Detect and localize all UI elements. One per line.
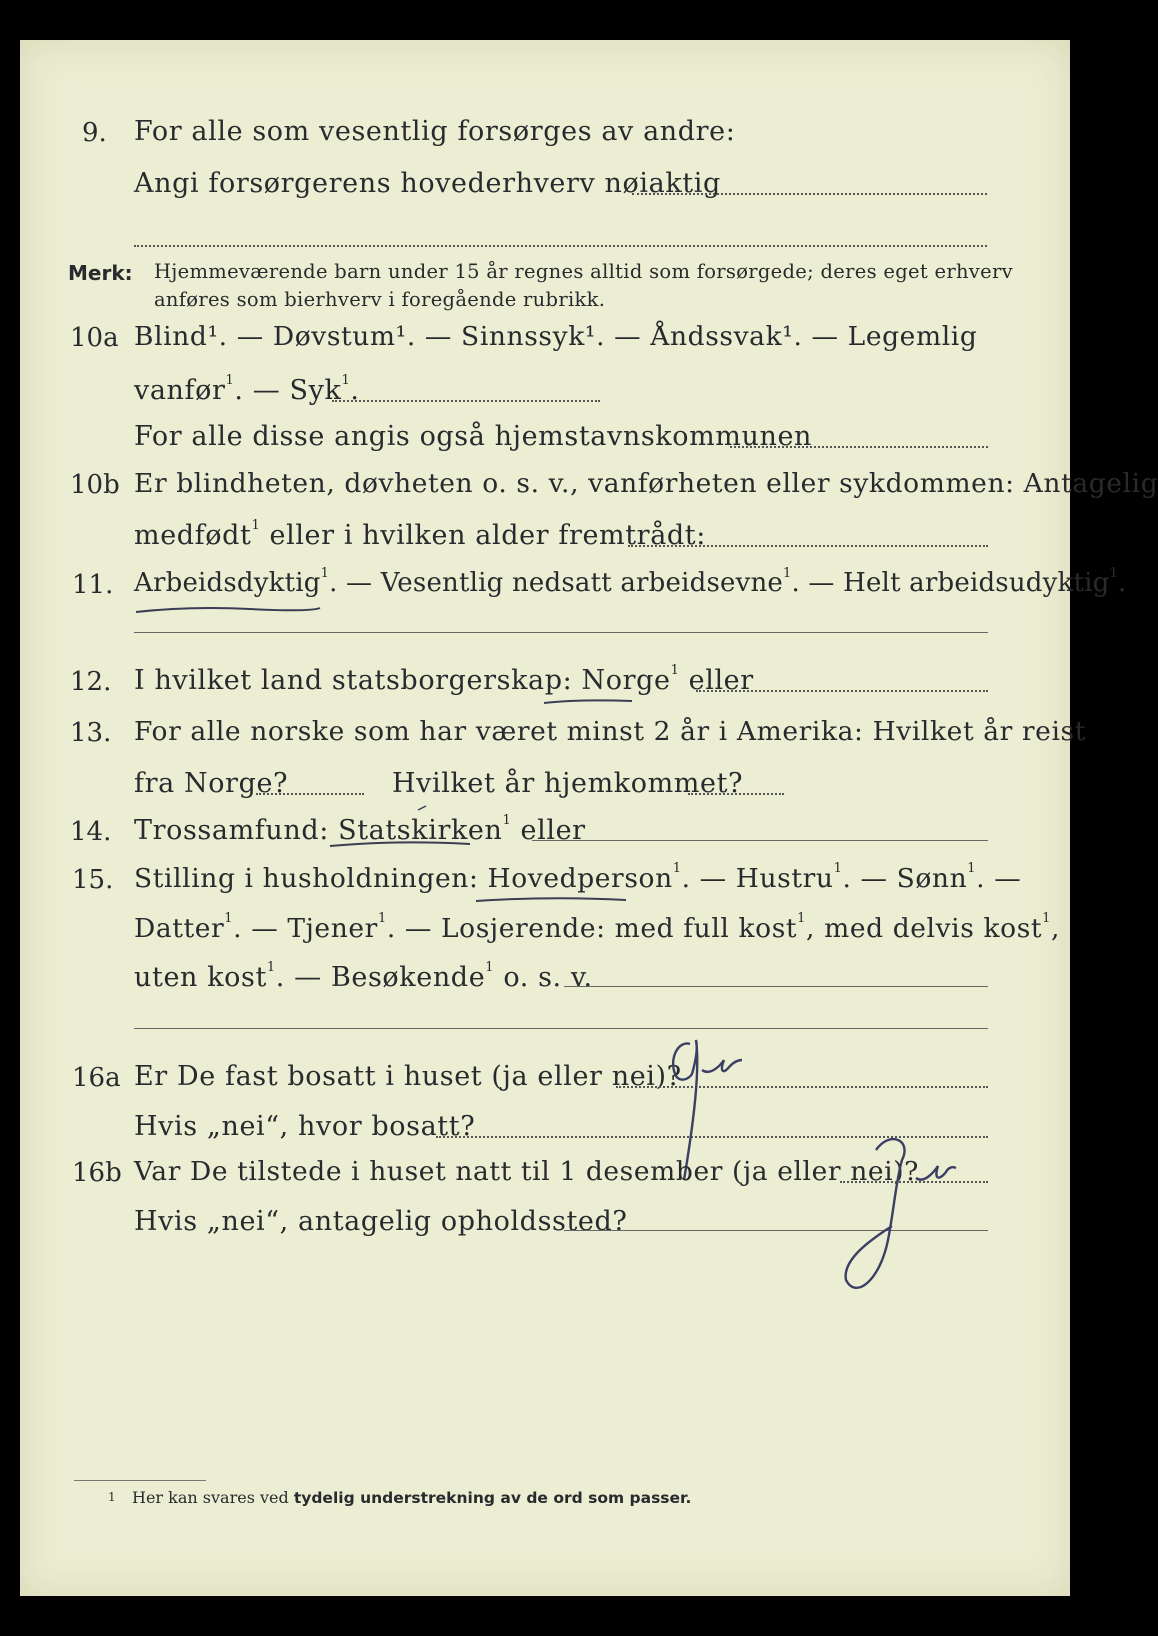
q16b-text-line1: Var De tilstede i huset natt til 1 desember (ja eller nei)? xyxy=(134,1156,919,1187)
q15-text-line1: Stilling i husholdningen: Hovedperson$^1$. — Hustru$^1$. — Sønn$^1$. — xyxy=(134,861,1022,894)
q10a-hjemstavn-field xyxy=(730,446,988,448)
q10a-answer-field xyxy=(332,400,600,402)
q11-answer-line xyxy=(134,632,988,633)
q15-text-line3: uten kost$^1$. — Besøkende$^1$ o. s. v. xyxy=(134,960,593,993)
q15-underline-mark xyxy=(472,892,632,908)
q15-number: 15. xyxy=(72,865,114,895)
q11-underline-mark xyxy=(130,600,330,620)
q14-underline-mark xyxy=(326,804,476,854)
q10b-text-line2: medfødt$^1$ eller i hvilken alder fremtrådt: xyxy=(134,518,706,551)
q13-text-line2a: fra Norge? xyxy=(134,768,289,799)
census-form-page xyxy=(20,40,1158,1596)
q13-hjemkommet-field xyxy=(688,793,784,795)
q16a-number: 16a xyxy=(72,1063,121,1093)
footnote-text-bold: tydelig understrekning av de ord som passer. xyxy=(293,1489,692,1507)
q10b-number: 10b xyxy=(70,470,120,500)
q12-number: 12. xyxy=(70,667,112,697)
q14-text-line1: Trossamfund: Statskirken$^1$ eller xyxy=(134,813,586,846)
q9-answer-field-2 xyxy=(134,245,987,247)
q15-answer-line-2 xyxy=(134,1028,988,1029)
q9-number: 9. xyxy=(82,118,107,148)
footnote-mark: 1 xyxy=(108,1490,116,1504)
footnote-text-plain: Her kan svares ved xyxy=(132,1488,289,1507)
q16b-handwritten-answer xyxy=(820,1130,970,1310)
q12-text-line1: I hvilket land statsborgerskap: Norge$^1$ eller xyxy=(134,663,754,696)
q10a-text-line3: For alle disse angis også hjemstavnskommunen xyxy=(134,421,813,452)
q9-text-line1: For alle som vesentlig forsørges av andre: xyxy=(134,116,736,147)
footnote-rule xyxy=(74,1480,206,1481)
q16b-text-line2: Hvis „nei“, antagelig opholdssted? xyxy=(134,1206,628,1237)
merk-text-line2: anføres som bierhverv i foregående rubrikk. xyxy=(154,288,606,311)
q16a-text-line2: Hvis „nei“, hvor bosatt? xyxy=(134,1111,476,1142)
q16a-text-line1: Er De fast bosatt i huset (ja eller nei)? xyxy=(134,1061,682,1092)
q10b-text-line1: Er blindheten, døvheten o. s. v., vanførheten eller sykdommen: Antagelig xyxy=(134,468,1158,499)
q10a-number: 10a xyxy=(70,323,119,353)
q12-answer-field xyxy=(696,690,988,692)
q13-reist-field xyxy=(256,793,364,795)
merk-text-line1: Hjemmeværende barn under 15 år regnes alltid som forsørgede; deres eget erhverv xyxy=(154,260,1013,283)
q15-answer-field xyxy=(564,986,988,987)
q9-text-line2: Angi forsørgerens hovederhverv nøiaktig xyxy=(134,168,721,199)
q16b-number: 16b xyxy=(72,1158,122,1188)
q15-text-line2: Datter$^1$. — Tjener$^1$. — Losjerende: med full kost$^1$, med delvis kost$^1$, xyxy=(134,911,1061,944)
q13-text-line1: For alle norske som har været minst 2 år i Amerika: Hvilket år reist xyxy=(134,716,1086,747)
q10a-text-line1: Blind¹. — Døvstum¹. — Sinnssyk¹. — Åndssvak¹. — Legemlig xyxy=(134,321,978,352)
q12-underline-mark xyxy=(540,695,640,709)
q14-answer-field xyxy=(532,840,988,841)
q9-answer-field xyxy=(632,193,987,195)
q11-number: 11. xyxy=(72,570,114,600)
q10a-text-line2: vanfør$^1$. — Syk$^1$. xyxy=(134,373,360,406)
q13-number: 13. xyxy=(70,718,112,748)
q14-number: 14. xyxy=(70,817,112,847)
merk-label: Merk: xyxy=(68,261,133,285)
q10b-answer-field xyxy=(628,545,988,547)
q13-text-line2b: Hvilket år hjemkommet? xyxy=(392,768,744,799)
q11-text-line1: Arbeidsdyktig$^1$. — Vesentlig nedsatt arbeidsevne$^1$. — Helt arbeidsudyktig$^1$. xyxy=(134,566,1127,598)
footnote-text xyxy=(132,1488,691,1507)
